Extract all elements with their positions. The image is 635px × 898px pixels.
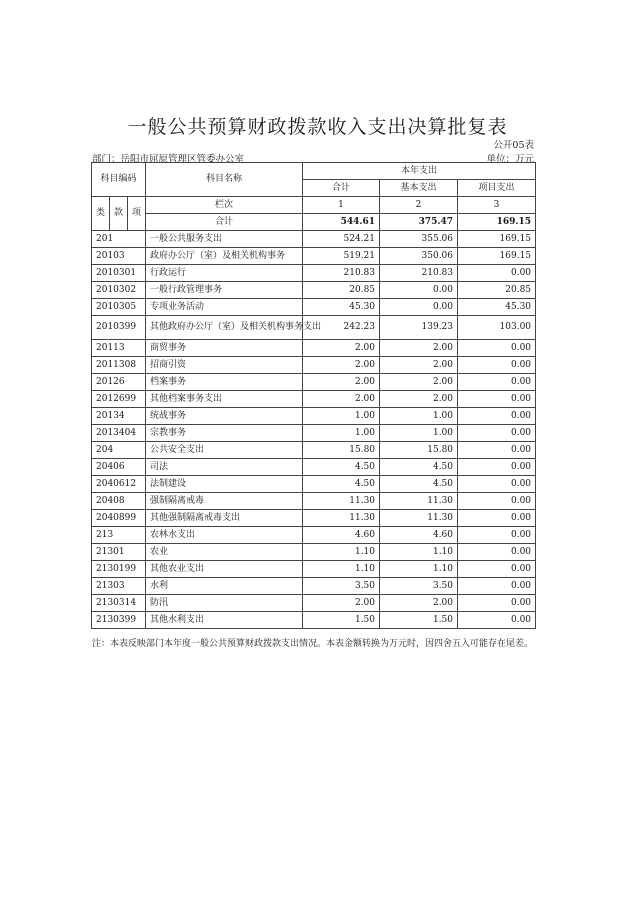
- row-project: 0.00: [458, 493, 536, 510]
- row-code: 20113: [92, 340, 146, 357]
- row-project: 0.00: [458, 476, 536, 493]
- row-code: 2012699: [92, 391, 146, 408]
- row-total: 11.30: [303, 510, 380, 527]
- row-project: 20.85: [458, 282, 536, 299]
- row-name: 其他档案事务支出: [146, 391, 303, 408]
- row-code: 2013404: [92, 425, 146, 442]
- row-project: 0.00: [458, 578, 536, 595]
- row-name: 司法: [146, 459, 303, 476]
- row-project: 0.00: [458, 425, 536, 442]
- row-name: 招商引资: [146, 357, 303, 374]
- row-name: 防汛: [146, 595, 303, 612]
- table-row: [92, 316, 536, 340]
- row-total: 519.21: [303, 248, 380, 265]
- row-project: 169.15: [458, 248, 536, 265]
- table-row: [92, 408, 536, 425]
- row-name: 统战事务: [146, 408, 303, 425]
- row-name: 档案事务: [146, 374, 303, 391]
- table-row: [92, 282, 536, 299]
- row-project: 0.00: [458, 544, 536, 561]
- row-total: 20.85: [303, 282, 380, 299]
- row-code: 2130399: [92, 612, 146, 629]
- footnote: 注：本表反映部门本年度一般公共预算财政拨款支出情况。本表金额转换为万元时，因四舍五入可能存在尾差。: [92, 639, 534, 649]
- row-project: 0.00: [458, 561, 536, 578]
- row-code: 2010305: [92, 299, 146, 316]
- row-basic: 1.10: [380, 561, 458, 578]
- form-number: 公开05表: [493, 140, 534, 151]
- row-total: 210.83: [303, 265, 380, 282]
- row-project: 169.15: [458, 231, 536, 248]
- row-project: 0.00: [458, 595, 536, 612]
- header-total: 合计: [303, 180, 380, 197]
- row-total: 4.50: [303, 476, 380, 493]
- row-basic: 355.06: [380, 231, 458, 248]
- row-basic: 1.00: [380, 425, 458, 442]
- row-name: 政府办公厅（室）及相关机构事务: [146, 248, 303, 265]
- table-row: [92, 612, 536, 629]
- page-title: 一般公共预算财政拨款收入支出决算批复表: [127, 116, 508, 138]
- row-total: 242.23: [303, 316, 380, 340]
- row-total: 4.50: [303, 459, 380, 476]
- row-basic: 11.30: [380, 510, 458, 527]
- header-group: 本年支出: [303, 163, 536, 180]
- budget-table: [91, 162, 536, 629]
- row-code: 2040899: [92, 510, 146, 527]
- table-row: [92, 595, 536, 612]
- header-kuan: 款: [110, 197, 128, 231]
- row-total: 2.00: [303, 595, 380, 612]
- row-total: 1.10: [303, 544, 380, 561]
- header-project: 项目支出: [458, 180, 536, 197]
- header-code: 科目编码: [92, 163, 146, 197]
- row-project: 0.00: [458, 510, 536, 527]
- row-code: 2010301: [92, 265, 146, 282]
- row-basic: 15.80: [380, 442, 458, 459]
- row-total: 1.10: [303, 561, 380, 578]
- row-total: 45.30: [303, 299, 380, 316]
- row-project: 0.00: [458, 391, 536, 408]
- table-row: [92, 374, 536, 391]
- row-basic: 2.00: [380, 391, 458, 408]
- row-basic: 4.60: [380, 527, 458, 544]
- row-project: 0.00: [458, 374, 536, 391]
- row-basic: 2.00: [380, 374, 458, 391]
- row-project: 0.00: [458, 340, 536, 357]
- row-basic: 1.10: [380, 544, 458, 561]
- row-project: 0.00: [458, 408, 536, 425]
- row-project: 0.00: [458, 527, 536, 544]
- table-row: [92, 265, 536, 282]
- row-code: 20408: [92, 493, 146, 510]
- header-col1: 1: [303, 197, 380, 214]
- row-code: 21303: [92, 578, 146, 595]
- row-total: 2.00: [303, 340, 380, 357]
- row-name: 法制建设: [146, 476, 303, 493]
- row-name: 商贸事务: [146, 340, 303, 357]
- row-code: 20406: [92, 459, 146, 476]
- row-name: 农业: [146, 544, 303, 561]
- row-total: 1.00: [303, 425, 380, 442]
- row-code: 2010399: [92, 316, 146, 340]
- header-name: 科目名称: [146, 163, 303, 197]
- row-name: 其他政府办公厅（室）及相关机构事务支出: [146, 316, 303, 340]
- row-name: 专项业务活动: [146, 299, 303, 316]
- row-basic: 11.30: [380, 493, 458, 510]
- row-basic: 2.00: [380, 340, 458, 357]
- table-row: [92, 527, 536, 544]
- row-code: 21301: [92, 544, 146, 561]
- header-lei: 类: [92, 197, 110, 231]
- header-xiang: 项: [128, 197, 146, 231]
- row-basic: 2.00: [380, 595, 458, 612]
- table-row: [92, 459, 536, 476]
- row-name: 一般行政管理事务: [146, 282, 303, 299]
- totals-total: 544.61: [303, 214, 380, 231]
- row-total: 4.60: [303, 527, 380, 544]
- row-total: 11.30: [303, 493, 380, 510]
- row-project: 0.00: [458, 265, 536, 282]
- table-row: [92, 476, 536, 493]
- table-row: [92, 391, 536, 408]
- row-total: 2.00: [303, 391, 380, 408]
- department-label: 部门：岳阳市屈原管理区管委办公室: [92, 154, 245, 165]
- row-total: 2.00: [303, 374, 380, 391]
- row-name: 公共安全支出: [146, 442, 303, 459]
- row-code: 2130199: [92, 561, 146, 578]
- row-basic: 4.50: [380, 476, 458, 493]
- table-row: [92, 493, 536, 510]
- row-name: 宗教事务: [146, 425, 303, 442]
- row-basic: 0.00: [380, 282, 458, 299]
- table-row: [92, 340, 536, 357]
- row-basic: 0.00: [380, 299, 458, 316]
- row-name: 一般公共服务支出: [146, 231, 303, 248]
- row-project: 0.00: [458, 357, 536, 374]
- row-total: 2.00: [303, 357, 380, 374]
- row-total: 1.00: [303, 408, 380, 425]
- row-name: 其他强制隔离戒毒支出: [146, 510, 303, 527]
- header-row-1: [92, 163, 536, 180]
- row-project: 0.00: [458, 442, 536, 459]
- header-basic: 基本支出: [380, 180, 458, 197]
- row-basic: 210.83: [380, 265, 458, 282]
- table-row: [92, 561, 536, 578]
- row-code: 201: [92, 231, 146, 248]
- table-row: [92, 299, 536, 316]
- row-code: 2011308: [92, 357, 146, 374]
- totals-row: [92, 214, 536, 231]
- table-row: [92, 544, 536, 561]
- row-project: 0.00: [458, 612, 536, 629]
- unit-label: 单位：万元: [486, 154, 534, 165]
- row-total: 3.50: [303, 578, 380, 595]
- row-total: 524.21: [303, 231, 380, 248]
- row-code: 2130314: [92, 595, 146, 612]
- header-row-3: [92, 197, 536, 214]
- header-col3: 3: [458, 197, 536, 214]
- totals-basic: 375.47: [380, 214, 458, 231]
- row-code: 20103: [92, 248, 146, 265]
- table-row: [92, 357, 536, 374]
- row-project: 45.30: [458, 299, 536, 316]
- row-name: 其他水利支出: [146, 612, 303, 629]
- row-basic: 4.50: [380, 459, 458, 476]
- row-name: 强制隔离戒毒: [146, 493, 303, 510]
- table-row: [92, 578, 536, 595]
- row-basic: 1.00: [380, 408, 458, 425]
- row-basic: 3.50: [380, 578, 458, 595]
- header-col2: 2: [380, 197, 458, 214]
- table-row: [92, 231, 536, 248]
- table-row: [92, 442, 536, 459]
- table-row: [92, 248, 536, 265]
- row-basic: 2.00: [380, 357, 458, 374]
- row-code: 20126: [92, 374, 146, 391]
- totals-project: 169.15: [458, 214, 536, 231]
- row-basic: 1.50: [380, 612, 458, 629]
- row-code: 2040612: [92, 476, 146, 493]
- row-name: 农林水支出: [146, 527, 303, 544]
- row-basic: 139.23: [380, 316, 458, 340]
- row-name: 水利: [146, 578, 303, 595]
- row-code: 20134: [92, 408, 146, 425]
- table-row: [92, 510, 536, 527]
- row-total: 15.80: [303, 442, 380, 459]
- row-name: 其他农业支出: [146, 561, 303, 578]
- row-name: 行政运行: [146, 265, 303, 282]
- table-row: [92, 425, 536, 442]
- totals-label: 合计: [146, 214, 303, 231]
- row-project: 103.00: [458, 316, 536, 340]
- row-code: 2010302: [92, 282, 146, 299]
- row-project: 0.00: [458, 459, 536, 476]
- row-total: 1.50: [303, 612, 380, 629]
- row-code: 204: [92, 442, 146, 459]
- header-lanci: 栏次: [146, 197, 303, 214]
- row-basic: 350.06: [380, 248, 458, 265]
- row-code: 213: [92, 527, 146, 544]
